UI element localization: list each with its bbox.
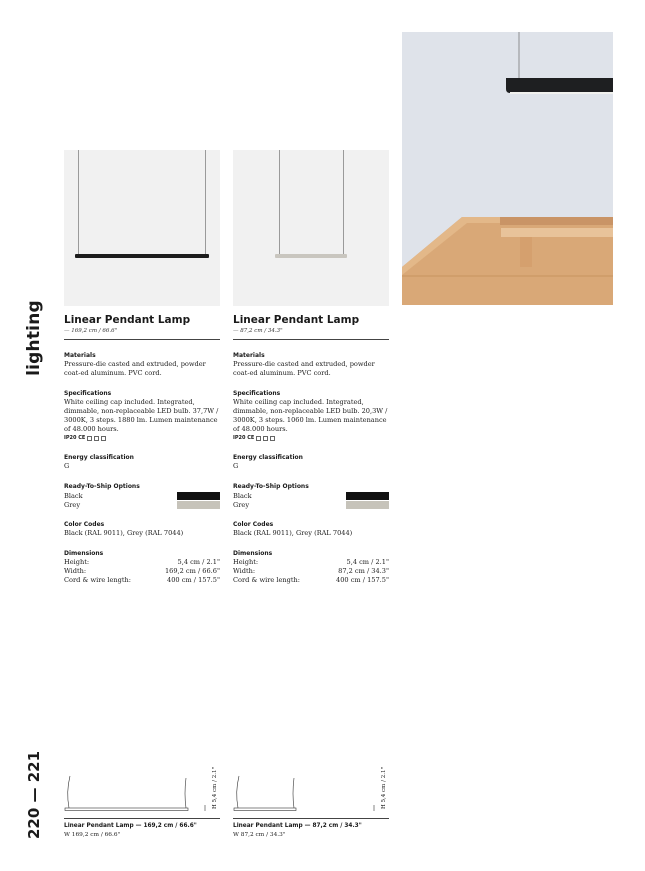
- cert-text: IP20 CE: [233, 435, 255, 441]
- specifications-block: [233, 390, 389, 442]
- dimension-value: 5,4 cm / 2.1": [177, 558, 220, 566]
- suspension-wire: [343, 150, 344, 254]
- dimension-row: [233, 558, 389, 567]
- specifications-text: White ceiling cap included. Integrated, dimmable, non-replaceable LED bulb. 20,3W / 3000K, 3 steps. 1060 lm. Lumen maintenance of 48.000 hours.: [233, 398, 388, 433]
- section-label-text: lighting: [24, 300, 45, 376]
- class-ii-icon: [94, 436, 99, 441]
- suspension-wire: [205, 150, 206, 254]
- certification-marks: [233, 434, 389, 442]
- page-numbers: [20, 752, 48, 838]
- drawing-caption-2: [233, 822, 389, 840]
- product-subtitle: — 87,2 cm / 34.3": [233, 328, 283, 334]
- option-name: Black: [64, 491, 83, 500]
- dimension-label: Cord & wire length:: [233, 576, 300, 584]
- dimension-value: 169,2 cm / 66.6": [164, 567, 220, 575]
- materials-block: [233, 352, 389, 378]
- product-column-2: [233, 314, 389, 585]
- drawing-caption-title: Linear Pendant Lamp — 169,2 cm / 66.6": [64, 823, 197, 829]
- height-dimension-label: [210, 762, 220, 814]
- product-title: Linear Pendant Lamp: [64, 314, 191, 326]
- dimension-row: [64, 576, 220, 585]
- class-ii-icon: [263, 436, 268, 441]
- option-name: Grey: [64, 500, 81, 509]
- indoor-use-icon: [256, 436, 261, 441]
- suspension-wire: [78, 150, 79, 254]
- technical-drawing-2: [233, 762, 389, 818]
- option-row-grey: [233, 500, 389, 509]
- color-codes-heading: Color Codes: [64, 521, 105, 528]
- energy-heading: Energy classification: [233, 454, 303, 461]
- divider: [64, 818, 220, 819]
- color-swatch-grey: [346, 501, 389, 509]
- product-photo-grey: [233, 150, 389, 306]
- ready-to-ship-heading: Ready-To-Ship Options: [64, 483, 140, 490]
- ready-to-ship-block: [233, 483, 389, 509]
- divider: [233, 818, 389, 819]
- dimension-row: [64, 558, 220, 567]
- specifications-heading: Specifications: [233, 390, 281, 397]
- dimension-row: [233, 576, 389, 585]
- dimension-value: 400 cm / 157.5": [167, 576, 220, 584]
- energy-block: [233, 454, 389, 471]
- dimension-row: [64, 567, 220, 576]
- product-photo-black: [64, 150, 220, 306]
- lamp-line-drawing: [64, 762, 220, 818]
- materials-heading: Materials: [64, 352, 96, 359]
- color-codes-block: [64, 521, 220, 538]
- ready-to-ship-heading: Ready-To-Ship Options: [233, 483, 309, 490]
- weee-bin-icon: [270, 436, 275, 441]
- lamp-body-black: [75, 254, 209, 258]
- dimensions-block: [233, 550, 389, 585]
- page-numbers-text: 220 — 221: [25, 750, 44, 840]
- color-codes-text: Black (RAL 9011), Grey (RAL 7044): [64, 529, 184, 537]
- option-row-black: [64, 491, 220, 500]
- weee-bin-icon: [101, 436, 106, 441]
- energy-value: G: [233, 462, 239, 470]
- materials-text: Pressure-die casted and extruded, powder coat-ed aluminum. PVC cord.: [233, 360, 375, 377]
- dimensions-heading: Dimensions: [233, 550, 273, 557]
- drawing-caption-title: Linear Pendant Lamp — 87,2 cm / 34.3": [233, 823, 362, 829]
- dimension-label: Width:: [64, 567, 87, 575]
- dimension-value: 400 cm / 157.5": [336, 576, 389, 584]
- materials-text: Pressure-die casted and extruded, powder coat-ed aluminum. PVC cord.: [64, 360, 206, 377]
- lamp-line-drawing: [233, 762, 389, 818]
- color-swatch-black: [177, 492, 220, 500]
- color-swatch-black: [346, 492, 389, 500]
- lifestyle-photo: [402, 32, 613, 305]
- height-dimension-text: H 5,4 cm / 2.1": [212, 767, 218, 809]
- dimension-row: [233, 567, 389, 576]
- energy-block: [64, 454, 220, 471]
- product-column-1: [64, 314, 220, 585]
- height-dimension-text: H 5,4 cm / 2.1": [381, 767, 387, 809]
- lamp-body-grey: [275, 254, 347, 258]
- specifications-block: [64, 390, 220, 442]
- height-dimension-label: [379, 762, 389, 814]
- energy-value: G: [64, 462, 70, 470]
- certification-marks: [64, 434, 220, 442]
- drawing-caption-1: [64, 822, 220, 840]
- lifestyle-photo-scene: [402, 32, 613, 305]
- energy-heading: Energy classification: [64, 454, 134, 461]
- materials-block: [64, 352, 220, 378]
- dimensions-block: [64, 550, 220, 585]
- product-subtitle: — 169,2 cm / 66.6": [64, 328, 118, 334]
- divider: [64, 339, 220, 340]
- materials-heading: Materials: [233, 352, 265, 359]
- dimension-label: Cord & wire length:: [64, 576, 131, 584]
- option-name: Black: [233, 491, 252, 500]
- dimension-value: 87,2 cm / 34.3": [338, 567, 389, 575]
- option-name: Grey: [233, 500, 250, 509]
- color-codes-heading: Color Codes: [233, 521, 274, 528]
- option-row-black: [233, 491, 389, 500]
- technical-drawing-1: [64, 762, 220, 818]
- dimension-label: Height:: [64, 558, 90, 566]
- ready-to-ship-block: [64, 483, 220, 509]
- product-title: Linear Pendant Lamp: [233, 314, 360, 326]
- indoor-use-icon: [87, 436, 92, 441]
- dimension-label: Width:: [233, 567, 256, 575]
- suspension-wire: [279, 150, 280, 254]
- specifications-heading: Specifications: [64, 390, 112, 397]
- drawing-caption-width: W 87,2 cm / 34.3": [233, 832, 286, 838]
- specifications-text: White ceiling cap included. Integrated, dimmable, non-replaceable LED bulb. 37,7W / 3000K, 3 steps. 1880 lm. Lumen maintenance of 48.000 hours.: [64, 398, 219, 433]
- color-swatch-grey: [177, 501, 220, 509]
- option-row-grey: [64, 500, 220, 509]
- dimension-label: Height:: [233, 558, 259, 566]
- dimensions-heading: Dimensions: [64, 550, 104, 557]
- color-codes-block: [233, 521, 389, 538]
- drawing-caption-width: W 169,2 cm / 66.6": [64, 832, 121, 838]
- color-codes-text: Black (RAL 9011), Grey (RAL 7044): [233, 529, 353, 537]
- section-label: [20, 302, 48, 374]
- dimension-value: 5,4 cm / 2.1": [346, 558, 389, 566]
- cert-text: IP20 CE: [64, 435, 86, 441]
- divider: [233, 339, 389, 340]
